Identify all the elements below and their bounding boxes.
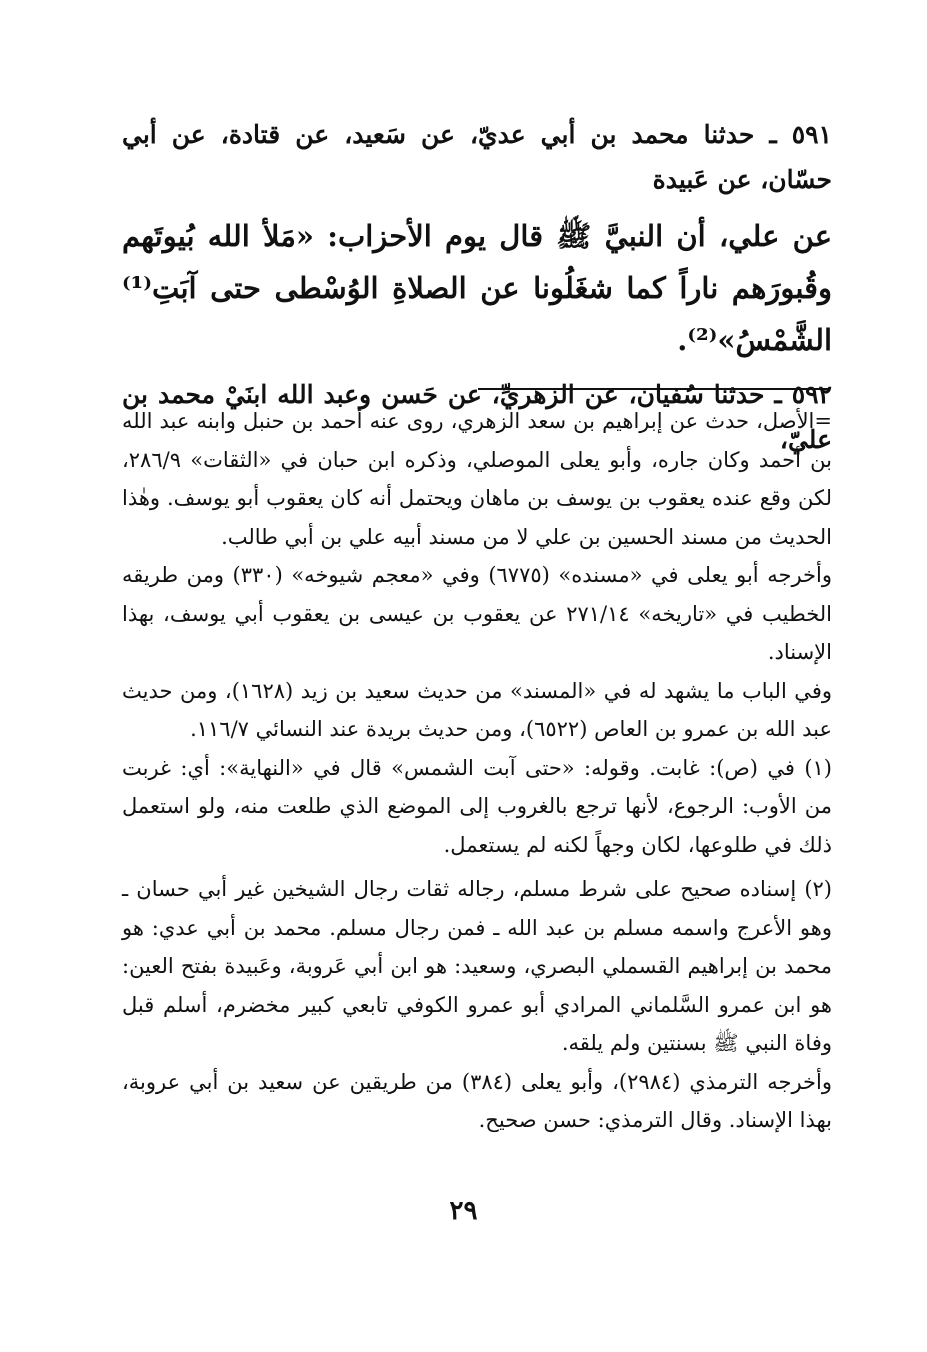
footnote-continuation-2: وأخرجه أبو يعلى في «مسنده» (٦٧٧٥) وفي «معجم شيوخه» (٣٣٠) ومن طريقه الخطيب في «تاريخه» ٢٧١/١٤ عن يعقوب بن عيسى بن يعقوب أبي يوسف، بهذا الإسناد.: [122, 563, 832, 664]
footnotes: [122, 402, 832, 1140]
footnote-2: (٢) إسناده صحيح على شرط مسلم، رجاله ثقات رجال الشيخين غير أبي حسان ـ وهو الأعرج واسمه مسلم بن عبد الله ـ فمن رجال مسلم. محمد بن أبي عدي: هو محمد بن إبراهيم القسملي البصري، وسعيد: هو ابن أبي عَروبة، وعَبيدة بفتح العين: هو ابن عمرو السَّلماني المرادي أبو عمرو الكوفي تابعي كبير مخضرم، أسلم قبل وفاة النبي ﷺ بسنتين ولم يلقه.: [122, 877, 832, 1055]
hadith-592-chain: ٥٩٢ ـ حدثنا سُفيان، عن الزهريِّ، عن حَسن وعبد الله ابنَيْ محمد بن عليّ،: [122, 380, 832, 454]
footnote-separator: [478, 388, 830, 390]
page-number: ٢٩: [449, 1196, 478, 1226]
hadith-591-text: عن علي، أن النبيَّ ﷺ قال يوم الأحزاب: «مَلأ الله بُيوتَهم وقُبورَهم ناراً كما شغَلُونا عن الصلاةِ الوُسْطى حتى آبَتِ⁽¹⁾ الشَّمْسُ»⁽²⁾.: [122, 219, 832, 357]
footnote-2-continued: وأخرجه الترمذي (٢٩٨٤)، وأبو يعلى (٣٨٤) من طريقين عن سعيد بن أبي عروبة، بهذا الإسناد. وقال الترمذي: حسن صحيح.: [122, 1069, 832, 1132]
footnote-continuation-3: وفي الباب ما يشهد له في «المسند» من حديث سعيد بن زيد (١٦٢٨)، ومن حديث عبد الله بن عمرو بن العاص (٦٥٢٢)، ومن حديث بريدة عند النسائي ١١٦/٧.: [122, 678, 832, 741]
footnote-continuation-1: =الأصل، حدث عن إبراهيم بن سعد الزهري، روى عنه أحمد بن حنبل وابنه عبد الله بن أحمد وكان جاره، وأبو يعلى الموصلي، وذكره ابن حبان في «الثقات» ٢٨٦/٩، لكن وقع عنده يعقوب بن يوسف بن ماهان ويحتمل أنه كان يعقوب أبو يوسف. وهٰذا الحديث من مسند الحسين بن علي لا من مسند أبيه علي بن أبي طالب.: [122, 409, 832, 549]
footnote-1: (١) في (ص): غابت. وقوله: «حتى آبت الشمس» قال في «النهاية»: أي: غربت من الأوب: الرجوع، لأنها ترجع بالغروب إلى الموضع الذي طلعت منه، ولو استعمل ذلك في طلوعها، لكان وجهاً لكنه لم يستعمل.: [122, 755, 832, 857]
hadith-591-chain: ٥٩١ ـ حدثنا محمد بن أبي عديّ، عن سَعيد، عن قتادة، عن أبي حسّان، عن عَبيدة: [122, 120, 832, 194]
